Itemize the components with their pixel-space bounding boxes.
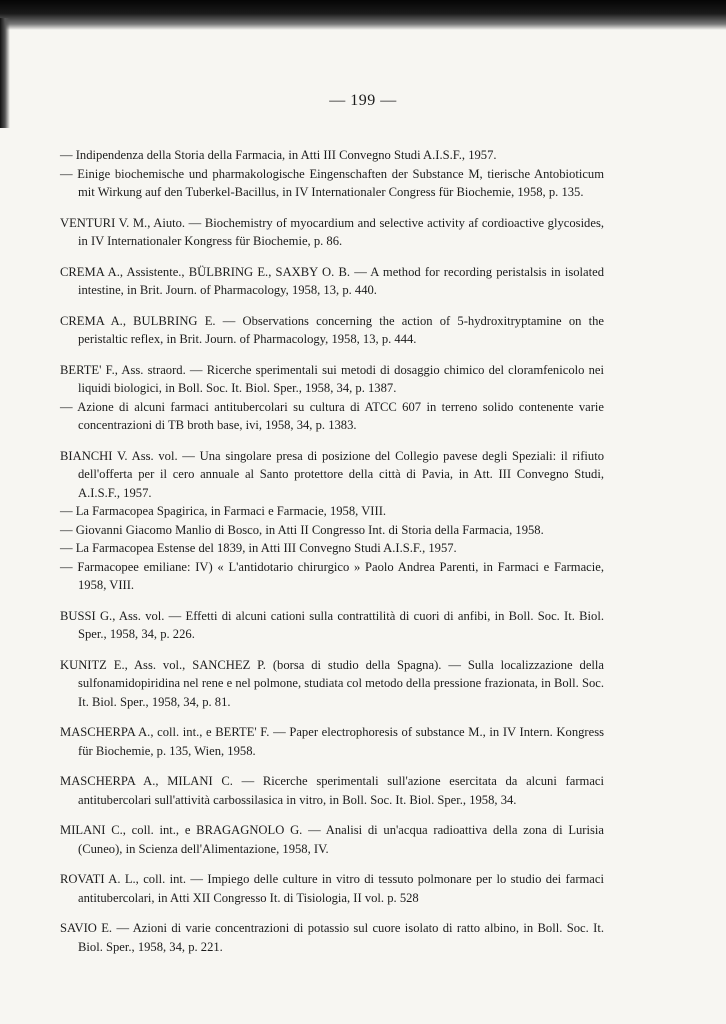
entry-crema-2: [60, 312, 604, 349]
entry-line: MASCHERPA A., coll. int., e BERTE' F. — Paper electrophoresis of substance M., in IV Intern. Kongress für Biochemie, p. 135, Wien, 1958.: [60, 725, 604, 758]
entry-line: — Giovanni Giacomo Manlio di Bosco, in Atti II Congresso Int. di Storia della Farmacia, 1958.: [60, 522, 544, 537]
entry-line: — Azione di alcuni farmaci antitubercolari su cultura di ATCC 607 in terreno solido contenente varie concentrazioni di TB broth base, ivi, 1958, 34, p. 1383.: [60, 399, 604, 432]
page-number: — 199 —: [329, 92, 397, 109]
entry-line: CREMA A., BULBRING E. — Observations concerning the action of 5-hydroxitryptamine on the peristaltic reflex, in Brit. Journ. of Pharmacology, 1958, 13, p. 444.: [60, 313, 604, 346]
entry-line: BUSSI G., Ass. vol. — Effetti di alcuni cationi sulla contrattilità di cuori di anfibi, in Boll. Soc. It. Biol. Sper., 1958, 34, p. 226.: [60, 608, 604, 641]
entry-line: — Farmacopee emiliane: IV) « L'antidotario chirurgico » Paolo Andrea Parenti, in Farmaci e Farmacie, 1958, VIII.: [60, 559, 604, 592]
entry-line: KUNITZ E., Ass. vol., SANCHEZ P. (borsa di studio della Spagna). — Sulla localizzazione della sulfonamidopiridina nel rene e nel polmone, studiata col metodo della pressione frazionata, in Boll. Soc. It. Biol. Sper., 1958, 34, p. 81.: [60, 657, 604, 709]
entry-line: ROVATI A. L., coll. int. — Impiego delle culture in vitro di tessuto polmonare per lo studio dei farmaci antitubercolari, in Atti XII Congresso It. di Tisiologia, II vol. p. 528: [60, 872, 604, 905]
entry-venturi: [60, 214, 604, 251]
entry-line: — Indipendenza della Storia della Farmacia, in Atti III Convegno Studi A.I.S.F., 1957.: [60, 148, 497, 162]
entry-line: CREMA A., Assistente., BÜLBRING E., SAXBY O. B. — A method for recording peristalsis in isolated intestine, in Brit. Journ. of Pharmacology, 1958, 13, p. 440.: [60, 264, 604, 297]
entry-bianchi: [60, 447, 604, 595]
entry-berte: [60, 361, 604, 435]
entry-line: — La Farmacopea Spagirica, in Farmaci e Farmacie, 1958, VIII.: [60, 504, 387, 518]
entry-line: VENTURI V. M., Aiuto. — Biochemistry of myocardium and selective activity af cordioactive glycosides, in IV Internationaler Kongress für Biochemie, p. 86.: [60, 215, 604, 248]
entry-milani: [60, 821, 604, 858]
entry-line: BERTE' F., Ass. straord. — Ricerche sperimentali sui metodi di dosaggio chimico del cloramfenicolo nei liquidi biologici, in Boll. Soc. It. Biol. Sper., 1958, 34, p. 1387.: [60, 362, 604, 395]
scan-border-left: [0, 18, 10, 128]
entry-mascherpa-2: [60, 772, 604, 809]
entry-kunitz: [60, 656, 604, 712]
entry-line: MASCHERPA A., MILANI C. — Ricerche sperimentali sull'azione esercitata da alcuni farmaci antitubercolari sull'attività carbossilasica in vitro, in Boll. Soc. It. Biol. Sper., 1958, 34.: [60, 774, 604, 807]
entry-mascherpa-1: [60, 723, 604, 760]
entry-rovati: [60, 870, 604, 907]
entry-line: MILANI C., coll. int., e BRAGAGNOLO G. — Analisi di un'acqua radioattiva della zona di Lurisia (Cuneo), in Scienza dell'Alimentazione, 1958, IV.: [60, 823, 604, 856]
scan-border-top: [0, 0, 726, 30]
entry-savio: [60, 919, 604, 956]
entry-line: SAVIO E. — Azioni di varie concentrazioni di potassio sul cuore isolato di ratto albino, in Boll. Soc. It. Biol. Sper., 1958, 34, p. 221.: [60, 921, 604, 954]
entry-line: — La Farmacopea Estense del 1839, in Atti III Convegno Studi A.I.S.F., 1957.: [60, 541, 457, 555]
entry-anonymous-dash: [60, 146, 604, 202]
bibliography-list: [60, 146, 604, 968]
entry-crema-1: [60, 263, 604, 300]
entry-line: — Einige biochemische und pharmakologische Eingenschaften der Substance M, tierische Antobioticum mit Wirkung auf den Tuberkel-Bacillus, in IV Internationaler Congress für Biochemie, 1958, p. 135.: [60, 166, 604, 199]
entry-bussi: [60, 607, 604, 644]
entry-line: BIANCHI V. Ass. vol. — Una singolare presa di posizione del Collegio pavese degli Speziali: il rifiuto dell'offerta per il cero annuale al Santo protettore della città di Pavia, in Att. III Convegno Studi, A.I.S.F., 1957.: [60, 448, 604, 500]
